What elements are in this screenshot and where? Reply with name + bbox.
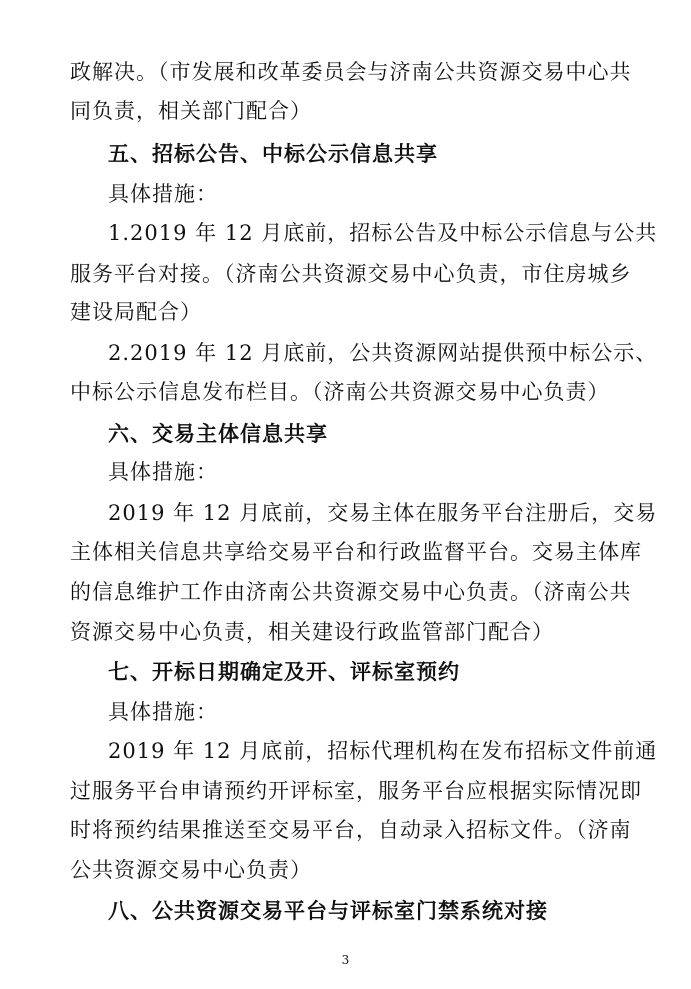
body-text-line: 具体措施： — [108, 182, 218, 206]
body-text-line: 2019 年 12 月底前，交易主体在服务平台注册后，交易 — [108, 501, 658, 525]
section-heading-7: 七、开标日期确定及开、评标室预约 — [108, 660, 460, 684]
body-text-line: 中标公示信息发布栏目。（济南公共资源交易中心负责） — [70, 380, 610, 404]
body-text-line: 服务平台对接。（济南公共资源交易中心负责，市住房城乡 — [70, 262, 632, 286]
body-text-line: 公共资源交易中心负责） — [70, 858, 312, 882]
body-text-line: 资源交易中心负责，相关建设行政监管部门配合） — [70, 620, 554, 644]
body-text-line: 时将预约结果推送至交易平台，自动录入招标文件。（济南 — [70, 818, 632, 842]
body-text-line: 的信息维护工作由济南公共资源交易中心负责。（济南公共 — [70, 580, 632, 604]
body-text-line: 1.2019 年 12 月底前，招标公告及中标公示信息与公共 — [108, 221, 658, 245]
body-text-line: 建设局配合） — [70, 300, 202, 324]
section-heading-8: 八、公共资源交易平台与评标室门禁系统对接 — [108, 899, 548, 923]
section-heading-5: 五、招标公告、中标公示信息共享 — [108, 142, 438, 166]
body-text-line: 过服务平台申请预约开评标室，服务平台应根据实际情况即 — [70, 779, 642, 803]
body-text-line: 2019 年 12 月底前，招标代理机构在发布招标文件前通 — [108, 739, 658, 763]
body-text-line: 2.2019 年 12 月底前，公共资源网站提供预中标公示、 — [108, 341, 658, 365]
section-heading-6: 六、交易主体信息共享 — [108, 422, 328, 446]
page-number: 3 — [341, 953, 350, 967]
body-text-line: 具体措施： — [108, 460, 218, 484]
body-text-line: 主体相关信息共享给交易平台和行政监督平台。交易主体库 — [70, 540, 642, 564]
body-text-line: 政解决。（市发展和改革委员会与济南公共资源交易中心共 — [70, 60, 632, 84]
body-text-line: 同负责，相关部门配合） — [70, 99, 312, 123]
body-text-line: 具体措施： — [108, 700, 218, 724]
